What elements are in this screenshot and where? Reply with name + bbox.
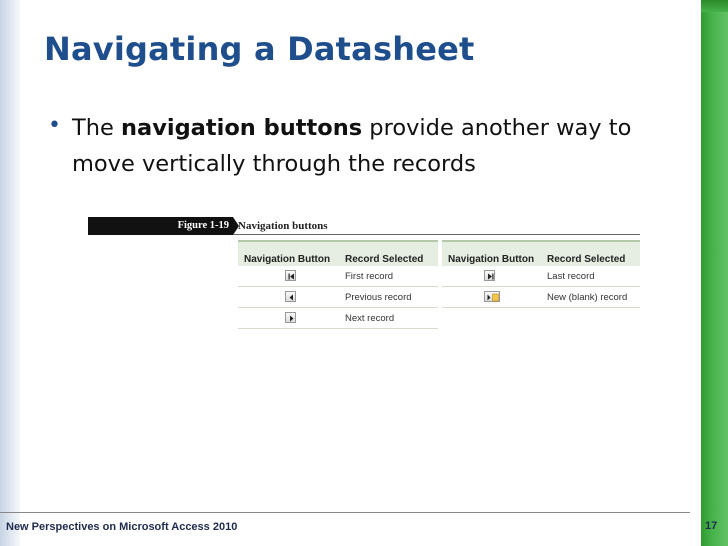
footer-divider — [0, 512, 690, 513]
new-record-icon — [484, 291, 500, 302]
figure-title: Navigation buttons — [238, 220, 328, 232]
bullet-text-suffix: provide another way to move vertically through the records — [72, 115, 632, 177]
bullet-text-bold: navigation buttons — [121, 115, 363, 141]
table-row — [442, 287, 640, 308]
record-first: First record — [345, 271, 394, 282]
record-previous: Previous record — [345, 292, 412, 303]
last-record-icon — [484, 270, 495, 281]
figure-underline — [233, 234, 640, 235]
figure-label: Figure 1-19 — [88, 217, 233, 235]
bullet-text — [72, 110, 672, 182]
nav-table-left — [238, 240, 438, 329]
bullet-text-prefix: The — [72, 115, 121, 141]
table-header-row — [442, 240, 640, 266]
nav-table-right — [442, 240, 640, 308]
bullet-marker: • — [48, 113, 61, 138]
record-last: Last record — [547, 271, 595, 282]
right-bar-cap — [701, 0, 728, 12]
table-row — [442, 266, 640, 287]
figure-header — [88, 217, 640, 235]
table-row — [238, 266, 438, 287]
table-header-row — [238, 240, 438, 266]
record-new-blank: New (blank) record — [547, 292, 628, 303]
header-record-selected: Record Selected — [345, 254, 424, 265]
right-decorative-bar — [701, 0, 728, 546]
record-next: Next record — [345, 313, 395, 324]
footer-text: New Perspectives on Microsoft Access 2010 — [6, 521, 238, 533]
table-row — [238, 287, 438, 308]
previous-record-icon — [285, 291, 296, 302]
page-number: 17 — [705, 520, 718, 532]
next-record-icon — [285, 312, 296, 323]
table-row — [238, 308, 438, 329]
slide-title: Navigating a Datasheet — [44, 30, 475, 68]
header-record-selected: Record Selected — [547, 254, 626, 265]
left-decorative-bar — [0, 0, 20, 546]
header-navigation-button: Navigation Button — [448, 254, 535, 265]
header-navigation-button: Navigation Button — [244, 254, 331, 265]
first-record-icon — [285, 270, 296, 281]
